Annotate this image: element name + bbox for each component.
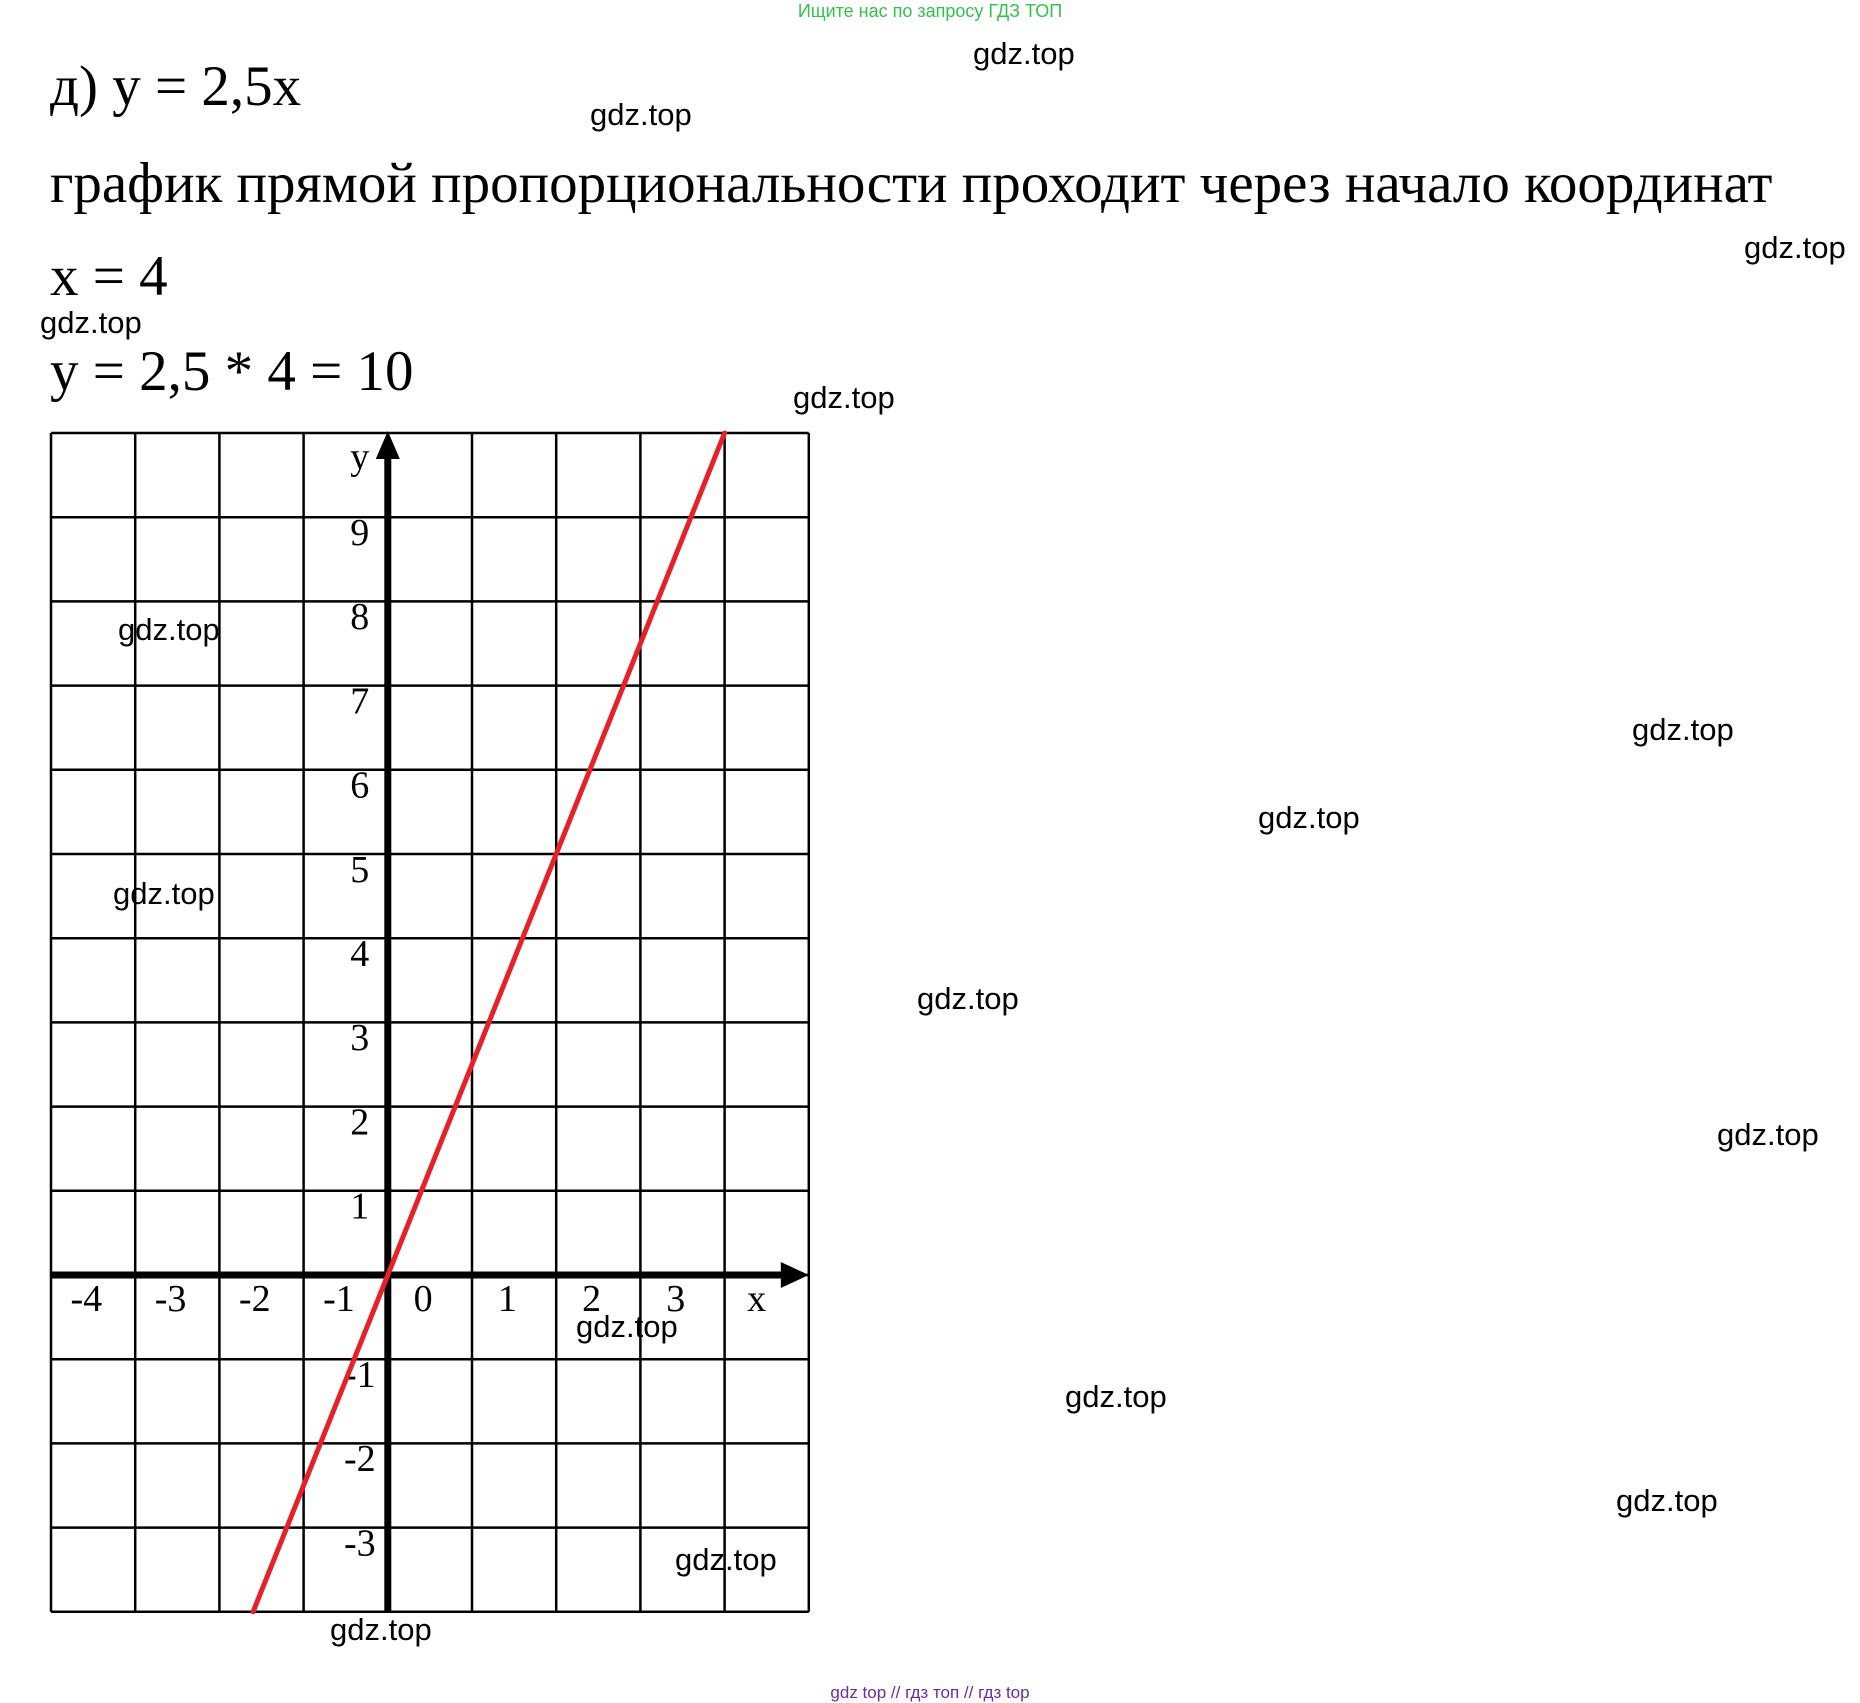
y-tick-label: 8	[350, 596, 370, 639]
y-tick-label: -2	[343, 1438, 376, 1481]
watermark-text: gdz.top	[675, 1542, 777, 1577]
x-tick-label: 3	[666, 1278, 686, 1320]
y-tick-label: 1	[350, 1185, 370, 1228]
watermark-text: gdz.top	[330, 1612, 432, 1647]
watermark-text: gdz.top	[576, 1309, 678, 1344]
problem-equation: д) y = 2,5x	[50, 55, 302, 118]
y-tick-label: 9	[350, 511, 370, 554]
y-axis-arrow-icon	[376, 431, 400, 459]
watermark-text: gdz.top	[590, 97, 692, 132]
watermark-text: gdz.top	[40, 305, 142, 340]
watermark-text: gdz.top	[113, 876, 215, 911]
y-tick-label: 4	[350, 932, 370, 975]
watermark-text: gdz.top	[118, 612, 220, 647]
watermark-text: gdz.top	[793, 380, 895, 415]
y-tick-label: -3	[343, 1522, 376, 1565]
watermark-text: gdz.top	[917, 981, 1019, 1016]
x-tick-label: 1	[497, 1278, 517, 1320]
y-axis-label: y	[350, 436, 370, 479]
watermark-text: gdz.top	[1632, 712, 1734, 747]
x-tick-label: 2	[582, 1278, 602, 1320]
y-tick-label: 2	[350, 1101, 370, 1144]
x-tick-label: -2	[238, 1278, 271, 1320]
watermark-text: gdz.top	[1744, 230, 1846, 265]
watermark-text: gdz.top	[973, 36, 1075, 71]
watermark-text: gdz.top	[1065, 1379, 1167, 1414]
explanation-text: график прямой пропорциональности проходит через начало координат	[50, 152, 1773, 215]
tick-labels	[71, 436, 767, 1564]
y-tick-label: 5	[350, 848, 370, 891]
watermark-text: gdz.top	[1616, 1483, 1718, 1518]
y-computation-line: y = 2,5 * 4 = 10	[50, 340, 414, 403]
y-tick-label: 6	[350, 764, 370, 807]
watermark-text: gdz.top	[1258, 800, 1360, 835]
x-value-line: x = 4	[50, 245, 168, 308]
footer-links[interactable]: gdz top // гдз топ // гдз top	[830, 1683, 1030, 1702]
top-banner: Ищите нас по запросу ГДЗ ТОП	[797, 1, 1063, 21]
x-axis-arrow-icon	[781, 1262, 809, 1288]
y-tick-label: -1	[343, 1353, 376, 1396]
watermark-text: gdz.top	[1717, 1117, 1819, 1152]
x-axis-label: x	[747, 1278, 767, 1320]
x-tick-label: 0	[413, 1278, 433, 1320]
grid	[51, 433, 809, 1612]
x-tick-label: -1	[323, 1278, 355, 1320]
y-tick-label: 3	[350, 1017, 370, 1060]
x-tick-label: -3	[154, 1278, 187, 1320]
y-tick-label: 7	[350, 680, 370, 723]
x-tick-label: -4	[70, 1278, 103, 1320]
